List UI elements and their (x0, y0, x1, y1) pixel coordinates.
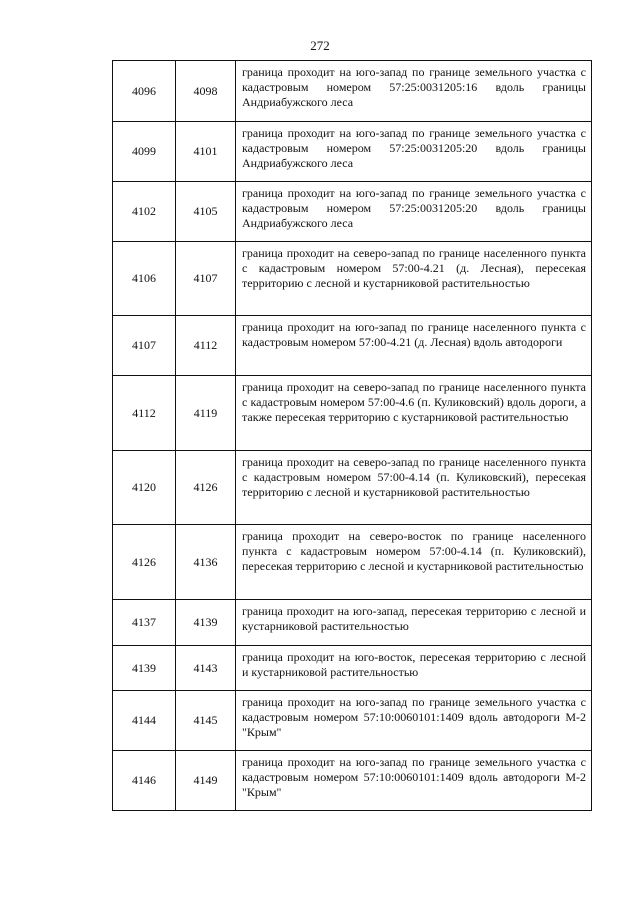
point-to: 4107 (176, 242, 236, 316)
table-row (113, 242, 592, 316)
point-to: 4149 (176, 751, 236, 811)
page-number: 272 (310, 38, 330, 53)
table-row (113, 691, 592, 751)
point-to: 4126 (176, 451, 236, 525)
point-from: 4112 (113, 376, 176, 451)
point-to: 4145 (176, 691, 236, 751)
table-row (113, 600, 592, 646)
point-to: 4143 (176, 646, 236, 691)
boundary-description: граница проходит на северо-запад по границе населенного пункта с кадастровым номером 57:00-4.6 (п. Куликовский) вдоль дороги, а также пересекая территорию с кустарниковой растительностью (236, 376, 592, 451)
boundary-description: граница проходит на северо-запад по границе населенного пункта с кадастровым номером 57:00-4.14 (п. Куликовский), пересекая территорию с лесной и кустарниковой растительностью (236, 451, 592, 525)
table-row (113, 646, 592, 691)
table-row (113, 316, 592, 376)
table-row (113, 525, 592, 600)
table-row (113, 376, 592, 451)
point-to: 4101 (176, 122, 236, 182)
point-from: 4106 (113, 242, 176, 316)
point-from: 4099 (113, 122, 176, 182)
boundary-description: граница проходит на юго-запад по границе земельного участка с кадастровым номером 57:25:0031205:16 вдоль границы Андриабужского леса (236, 61, 592, 122)
boundary-description: граница проходит на юго-восток, пересекая территорию с лесной и кустарниковой растительностью (236, 646, 592, 691)
point-from: 4102 (113, 182, 176, 242)
point-to: 4098 (176, 61, 236, 122)
boundary-description: граница проходит на юго-запад по границе земельного участка с кадастровым номером 57:25:0031205:20 вдоль границы Андриабужского леса (236, 182, 592, 242)
point-to: 4119 (176, 376, 236, 451)
point-from: 4137 (113, 600, 176, 646)
boundary-description: граница проходит на юго-запад по границе земельного участка с кадастровым номером 57:25:0031205:20 вдоль границы Андриабужского леса (236, 122, 592, 182)
point-to: 4112 (176, 316, 236, 376)
boundary-description: граница проходит на северо-восток по границе населенного пункта с кадастровым номером 57:00-4.14 (п. Куликовский), пересекая территорию с лесной и кустарниковой растительностью (236, 525, 592, 600)
point-from: 4096 (113, 61, 176, 122)
point-from: 4144 (113, 691, 176, 751)
boundary-description: граница проходит на юго-запад по границе земельного участка с кадастровым номером 57:10:0060101:1409 вдоль автодороги М-2 "Крым" (236, 751, 592, 811)
table-row (113, 182, 592, 242)
boundary-table (112, 60, 592, 811)
table-row (113, 751, 592, 811)
point-from: 4126 (113, 525, 176, 600)
boundary-description: граница проходит на юго-запад по границе земельного участка с кадастровым номером 57:10:0060101:1409 вдоль автодороги М-2 "Крым" (236, 691, 592, 751)
point-from: 4120 (113, 451, 176, 525)
point-to: 4136 (176, 525, 236, 600)
point-from: 4139 (113, 646, 176, 691)
table-body (113, 61, 592, 811)
boundary-description: граница проходит на северо-запад по границе населенного пункта с кадастровым номером 57:00-4.21 (д. Лесная), пересекая территорию с лесной и кустарниковой растительностью (236, 242, 592, 316)
point-from: 4107 (113, 316, 176, 376)
boundary-description: граница проходит на юго-запад, пересекая территорию с лесной и кустарниковой растительностью (236, 600, 592, 646)
point-to: 4139 (176, 600, 236, 646)
boundary-description: граница проходит на юго-запад по границе населенного пункта с кадастровым номером 57:00-4.21 (д. Лесная) вдоль автодороги (236, 316, 592, 376)
point-to: 4105 (176, 182, 236, 242)
point-from: 4146 (113, 751, 176, 811)
table-row (113, 122, 592, 182)
table-row (113, 61, 592, 122)
table-row (113, 451, 592, 525)
